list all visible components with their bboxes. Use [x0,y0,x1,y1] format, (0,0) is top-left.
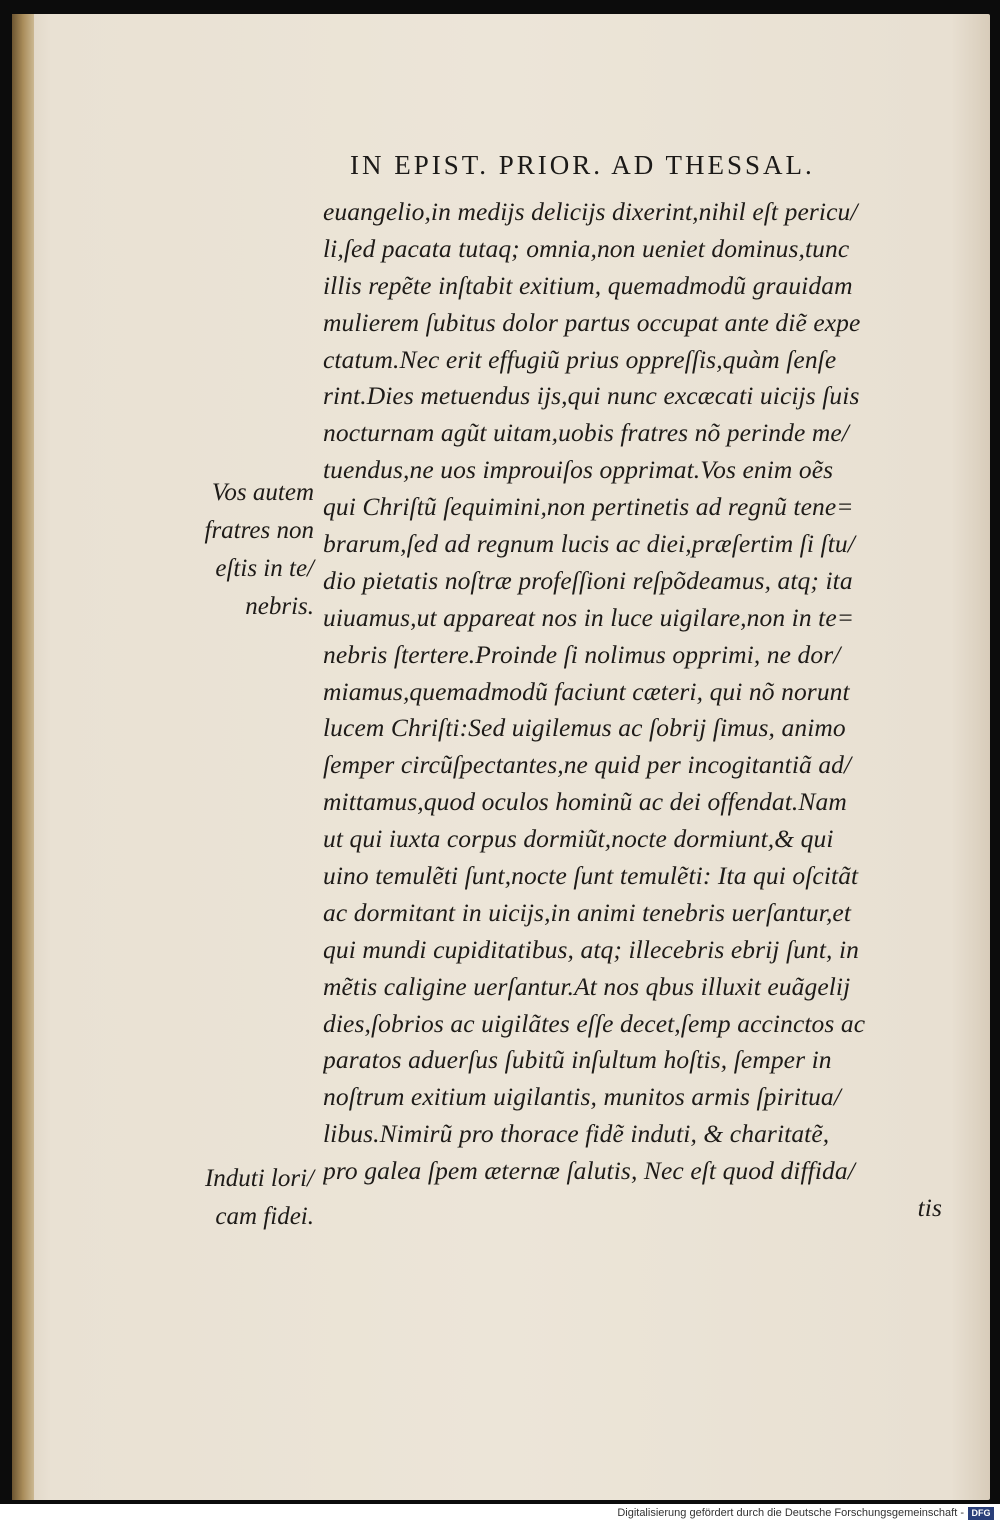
text-line: nebris ſtertere.Proinde ſi nolimus opprimi, ne dor/ [323,639,841,669]
text-line: tuendus,ne uos improuiſos opprimat.Vos enim oẽs [323,455,834,485]
text-line: ſemper circũſpectantes,ne quid per incogitantiã ad/ [323,750,852,780]
text-line: illis repẽte inſtabit exitium, quemadmodũ grauidam [323,270,853,300]
footer-credit: Digitalisierung gefördert durch die Deutsche Forschungsgemeinschaft - [617,1507,964,1519]
text-line: mẽtis caligine uerſantur.At nos qbus illuxit euãgelij [323,971,851,1001]
text-line: brarum,ſed ad regnum lucis ac diei,præſertim ſi ſtu/ [323,529,855,559]
running-header: IN EPIST. PRIOR. AD THESSAL. [350,150,815,180]
body-text [323,194,948,1227]
text-line: mulierem ſubitus dolor partus occupat ante diẽ expe [323,307,861,337]
text-line: qui mundi cupiditatibus, atq; illecebris ebrij ſunt, in [323,934,860,964]
text-line: mittamus,quod oculos hominũ ac dei offendat.Nam [323,787,847,817]
text-line: tis [917,1193,942,1223]
margin-note-line: Induti lori/ [204,1165,314,1192]
text-line: lucem Chriſti:Sed uigilemus ac ſobrij ſimus, animo [323,713,846,743]
text-line: ut qui iuxta corpus dormiũt,nocte dormiunt,& qui [323,824,834,854]
text-line: uino temulẽti ſunt,nocte ſunt temulẽti: Ita qui oſcitãt [323,861,859,891]
margin-note-line: fratres non [204,517,314,544]
text-line: ac dormitant in uicijs,in animi tenebris uerſantur,et [323,897,852,927]
margin-note-vos-autem [154,474,314,626]
text-line: nocturnam agũt uitam,uobis fratres nõ perinde me/ [323,418,849,448]
margin-note-line: eſtis in te/ [215,555,314,582]
page-gutter [12,14,34,1500]
text-line: uiuamus,ut appareat nos in luce uigilare,non in te= [323,602,855,632]
text-line: qui Chriſtũ ſequimini,non pertinetis ad regnũ tene= [323,492,854,522]
margin-note-induti [154,1160,314,1236]
dfg-logo: DFG [968,1507,994,1520]
text-line: paratos aduerſus ſubitũ inſultum hoſtis, ſemper in [323,1045,832,1075]
text-line: rint.Dies metuendus ijs,qui nunc excæcati uicijs ſuis [323,381,860,411]
text-line: miamus,quemadmodũ faciunt cæteri, qui nõ norunt [323,676,850,706]
margin-note-line: Vos autem [211,479,314,506]
text-line: dio pietatis noſtræ profeſſioni reſpõdeamus, atq; ita [323,565,853,595]
digitization-footer [0,1504,1000,1524]
text-line: dies,ſobrios ac uigilãtes eſſe decet,ſemp accinctos ac [323,1008,866,1038]
text-line: pro galea ſpem æternæ ſalutis, Nec eſt quod diffida/ [323,1156,855,1186]
text-line: euangelio,in medijs delicijs dixerint,nihil eſt pericu/ [323,197,858,226]
margin-note-line: cam fidei. [215,1203,314,1230]
margin-note-line: nebris. [245,593,314,620]
text-line: noſtrum exitium uigilantis, munitos armis ſpiritua/ [323,1082,841,1112]
text-line: li,ſed pacata tutaq; omnia,non ueniet dominus,tunc [323,233,850,263]
text-line: libus.Nimirũ pro thorace fidẽ induti, & charitatẽ, [323,1119,830,1149]
text-line: ctatum.Nec erit effugiũ prius oppreſſis,quàm ſenſe [323,344,837,374]
